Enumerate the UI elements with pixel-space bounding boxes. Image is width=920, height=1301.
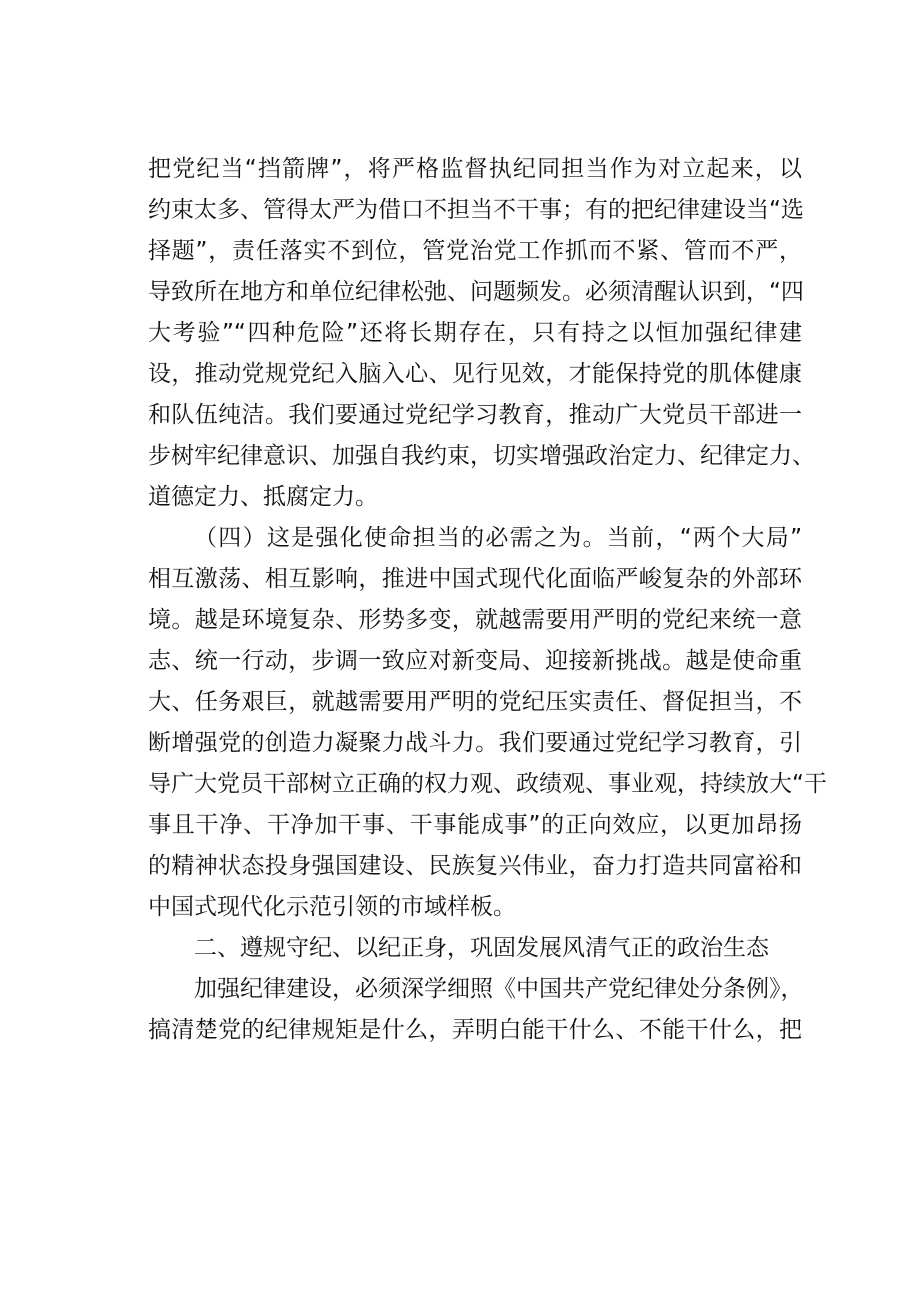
text-line: 大考验”“四种危险”还将长期存在，只有持之以恒加强纪律建 [148,320,802,346]
text-line: 导致所在地方和单位纪律松弛、问题频发。必须清醒认识到，“四 [148,279,804,305]
paragraph-section-four [148,518,827,928]
text-line: 择题”，责任落实不到位，管党治党工作抓而不紧、管而不严， [148,238,802,264]
text-line: （四）这是强化使命担当的必需之为。当前，“两个大局” [194,525,802,551]
paragraph-continuation [148,149,815,518]
text-line: 断增强党的创造力凝聚力战斗力。我们要通过党纪学习教育，引 [148,730,802,756]
text-line: 事且干净、干净加干事、干事能成事”的正向效应，以更加昂扬 [148,812,802,838]
text-line: 的精神状态投身强国建设、民族复兴伟业，奋力打造共同富裕和 [148,853,802,879]
text-line: 搞清楚党的纪律规矩是什么，弄明白能干什么、不能干什么，把 [148,1017,802,1043]
text-line: 步树牢纪律意识、加强自我约束，切实增强政治定力、纪律定力、 [148,443,815,469]
text-line: 境。越是环境复杂、形势多变，就越需要用严明的党纪来统一意 [148,607,802,633]
document-body [148,149,827,1051]
text-line: 相互激荡、相互影响，推进中国式现代化面临严峻复杂的外部环 [148,566,802,592]
text-line: 志、统一行动，步调一致应对新变局、迎接新挑战。越是使命重 [148,648,802,674]
text-line: 导广大党员干部树立正确的权力观、政绩观、事业观，持续放大“干 [148,771,827,797]
text-line: 设，推动党规党纪入脑入心、见行见效，才能保持党的肌体健康 [148,361,802,387]
text-line: 道德定力、抵腐定力。 [148,484,378,510]
text-line: 和队伍纯洁。我们要通过党纪学习教育，推动广大党员干部进一 [148,402,802,428]
heading-text: 二、遵规守纪、以纪正身，巩固发展风清气正的政治生态 [194,935,769,961]
text-line: 约束太多、管得太严为借口不担当不干事；有的把纪律建设当“选 [148,197,804,223]
text-line: 把党纪当“挡箭牌”，将严格监督执纪同担当作为对立起来，以 [148,156,802,182]
text-line: 大、任务艰巨，就越需要用严明的党纪压实责任、督促担当，不 [148,689,802,715]
paragraph-discipline [148,969,802,1051]
text-line: 加强纪律建设，必须深学细照《中国共产党纪律处分条例》， [194,976,804,1002]
section-heading [148,928,802,969]
text-line: 中国式现代化示范引领的市域样板。 [148,894,516,920]
